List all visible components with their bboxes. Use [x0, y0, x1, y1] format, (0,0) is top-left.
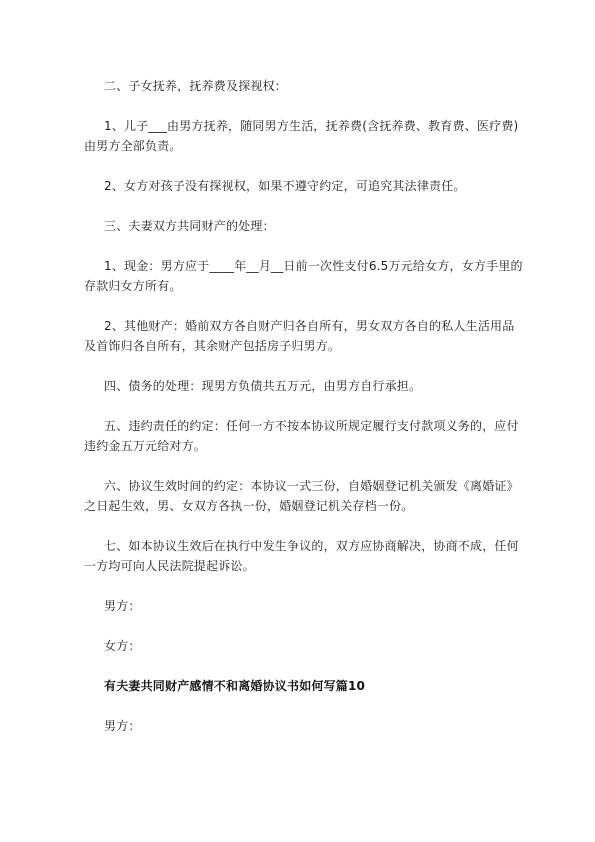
signature-female: 女方：	[104, 639, 141, 653]
clause-custody: 1、儿子___由男方抚养，随同男方生活，抚养费(含抚养费、教育费、医疗费)由男方全部负责。	[84, 119, 519, 153]
next-article-male-label: 男方：	[104, 719, 141, 733]
section-debt: 四、债务的处理：现男方负债共五万元，由男方自行承担。	[104, 379, 422, 393]
section-breach: 五、违约责任的约定：任何一方不按本协议所规定履行支付款项义务的，应付违约金五万元给对方。	[84, 419, 519, 453]
section-dispute: 七、如本协议生效后在执行中发生争议的，双方应协商解决，协商不成，任何一方均可向人民法院提起诉讼。	[84, 539, 519, 573]
section-effective-date: 六、协议生效时间的约定：本协议一式三份，自婚姻登记机关颁发《离婚证》之日起生效，男、女双方各执一份，婚姻登记机关存档一份。	[84, 479, 519, 513]
clause-other-property: 2、其他财产：婚前双方各自财产归各自所有，男女双方各自的私人生活用品及首饰归各自所有，其余财产包括房子归男方。	[84, 319, 515, 353]
section-heading-property: 三、夫妻双方共同财产的处理：	[104, 219, 275, 233]
section-heading-child-custody: 二、子女抚养，抚养费及探视权：	[104, 79, 288, 93]
signature-male: 男方：	[104, 599, 141, 613]
clause-cash: 1、现金：男方应于____年__月__日前一次性支付6.5万元给女方，女方手里的存款归女方所有。	[84, 259, 523, 293]
clause-visitation: 2、女方对孩子没有探视权，如果不遵守约定，可追究其法律责任。	[104, 179, 466, 193]
next-article-title: 有夫妻共同财产感情不和离婚协议书如何写篇10	[104, 679, 366, 693]
